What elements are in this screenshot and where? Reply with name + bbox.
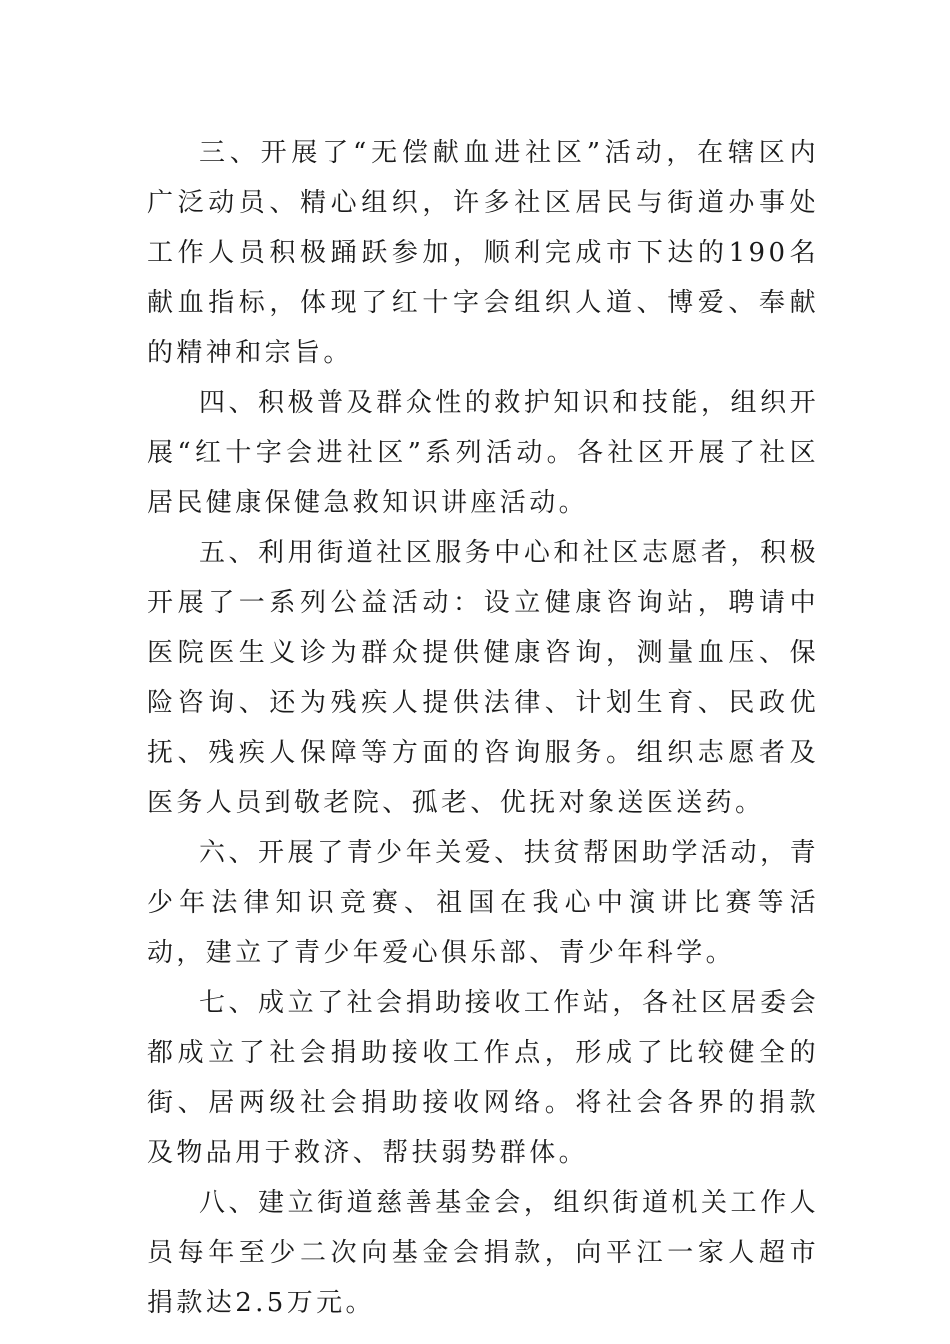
paragraph-6-youth: 六、开展了青少年关爱、扶贫帮困助学活动，青少年法律知识竞赛、祖国在我心中演讲比赛等活动，建立了青少年爱心俱乐部、青少年科学。 bbox=[147, 838, 819, 968]
paragraph-3-blood-donation: 三、开展了“无偿献血进社区”活动，在辖区内广泛动员、精心组织，许多社区居民与街道办事处工作人员积极踊跃参加，顺利完成市下达的190名献血指标，体现了红十字会组织人道、博爱、奉献的精神和宗旨。 bbox=[147, 138, 819, 368]
paragraph-8-charity-fund: 八、建立街道慈善基金会，组织街道机关工作人员每年至少二次向基金会捐款，向平江一家人超市捐款达2.5万元。 bbox=[147, 1188, 819, 1318]
paragraph-4-first-aid: 四、积极普及群众性的救护知识和技能，组织开展“红十字会进社区”系列活动。各社区开展了社区居民健康保健急救知识讲座活动。 bbox=[147, 388, 819, 518]
paragraph-7-donation-station: 七、成立了社会捐助接收工作站，各社区居委会都成立了社会捐助接收工作点，形成了比较健全的街、居两级社会捐助接收网络。将社会各界的捐款及物品用于救济、帮扶弱势群体。 bbox=[147, 988, 819, 1168]
document-body bbox=[147, 128, 819, 1328]
paragraph-5-public-welfare: 五、利用街道社区服务中心和社区志愿者，积极开展了一系列公益活动：设立健康咨询站，聘请中医院医生义诊为群众提供健康咨询，测量血压、保险咨询、还为残疾人提供法律、计划生育、民政优抚、残疾人保障等方面的咨询服务。组织志愿者及医务人员到敬老院、孤老、优抚对象送医送药。 bbox=[147, 538, 819, 818]
